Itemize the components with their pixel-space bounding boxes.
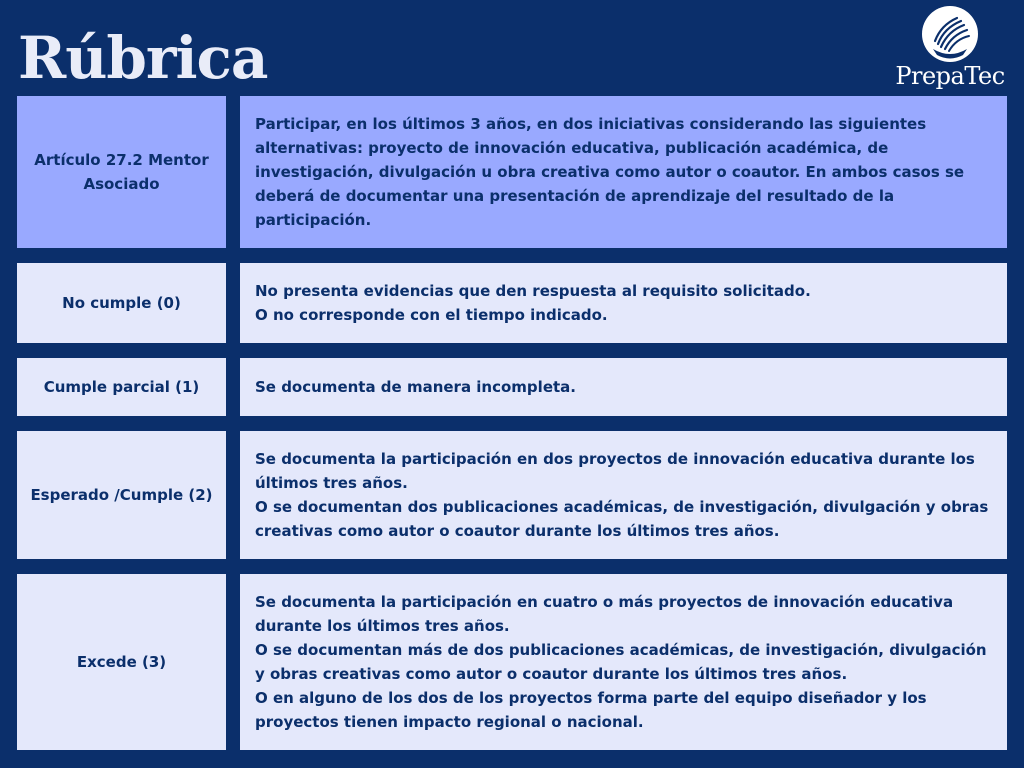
rubric-description-excede — [240, 574, 1007, 750]
description-paragraph: O no corresponde con el tiempo indicado. — [255, 306, 608, 324]
description-paragraph: O se documentan dos publicaciones académicas, de investigación, divulgación y obras creativas como autor o coautor durante los últimos tres años. — [255, 498, 989, 540]
rubric-description-cumple-parcial — [240, 358, 1007, 416]
rubric-label-cumple-parcial — [17, 358, 226, 416]
rubric-label-excede — [17, 574, 226, 750]
label-line: Mentor Asociado — [83, 151, 209, 193]
label-line: Cumple parcial (1) — [43, 378, 200, 396]
rubric-label-criterion — [17, 96, 226, 248]
label-line: Artículo 27.2 — [34, 151, 143, 169]
page-title: Rúbrica — [18, 24, 268, 92]
description-paragraph: No presenta evidencias que den respuesta al requisito solicitado. — [255, 282, 811, 300]
rubric-label-text — [27, 148, 216, 196]
rubric-label-esperado-cumple — [17, 431, 226, 559]
description-paragraph: O se documentan más de dos publicaciones académicas, de investigación, divulgación y obras creativas como autor o coautor durante los últimos tres años. — [255, 641, 987, 683]
description-paragraph: Se documenta la participación en cuatro o más proyectos de innovación educativa durante los últimos tres años. — [255, 593, 954, 635]
description-paragraph: Se documenta la participación en dos proyectos de innovación educativa durante los últimos tres años. — [255, 450, 975, 492]
label-line: Excede (3) — [76, 653, 167, 671]
label-line: (2) — [188, 486, 213, 504]
description-paragraph: Se documenta de manera incompleta. — [255, 378, 576, 396]
torch-flame-icon — [921, 5, 979, 63]
rubric-description-esperado-cumple — [240, 431, 1007, 559]
logo-wordmark: PrepaTec — [895, 62, 1005, 90]
label-line: No cumple (0) — [62, 294, 181, 312]
rubric-description-no-cumple — [240, 263, 1007, 343]
rubric-label-no-cumple — [17, 263, 226, 343]
label-line: Esperado /Cumple — [30, 486, 184, 504]
prepatec-logo — [880, 4, 1020, 96]
description-paragraph: O en alguno de los dos de los proyectos forma parte del equipo diseñador y los proyectos tienen impacto regional o nacional. — [255, 689, 927, 731]
rubric-description-criterion — [240, 96, 1007, 248]
description-paragraph: Participar, en los últimos 3 años, en dos iniciativas considerando las siguientes alternativas: proyecto de innovación educativa, publicación académica, de investigación, divulgación u obra creativa como autor o coautor. En ambos casos se deberá de documentar una presentación de aprendizaje del resultado de la participación. — [255, 115, 965, 229]
